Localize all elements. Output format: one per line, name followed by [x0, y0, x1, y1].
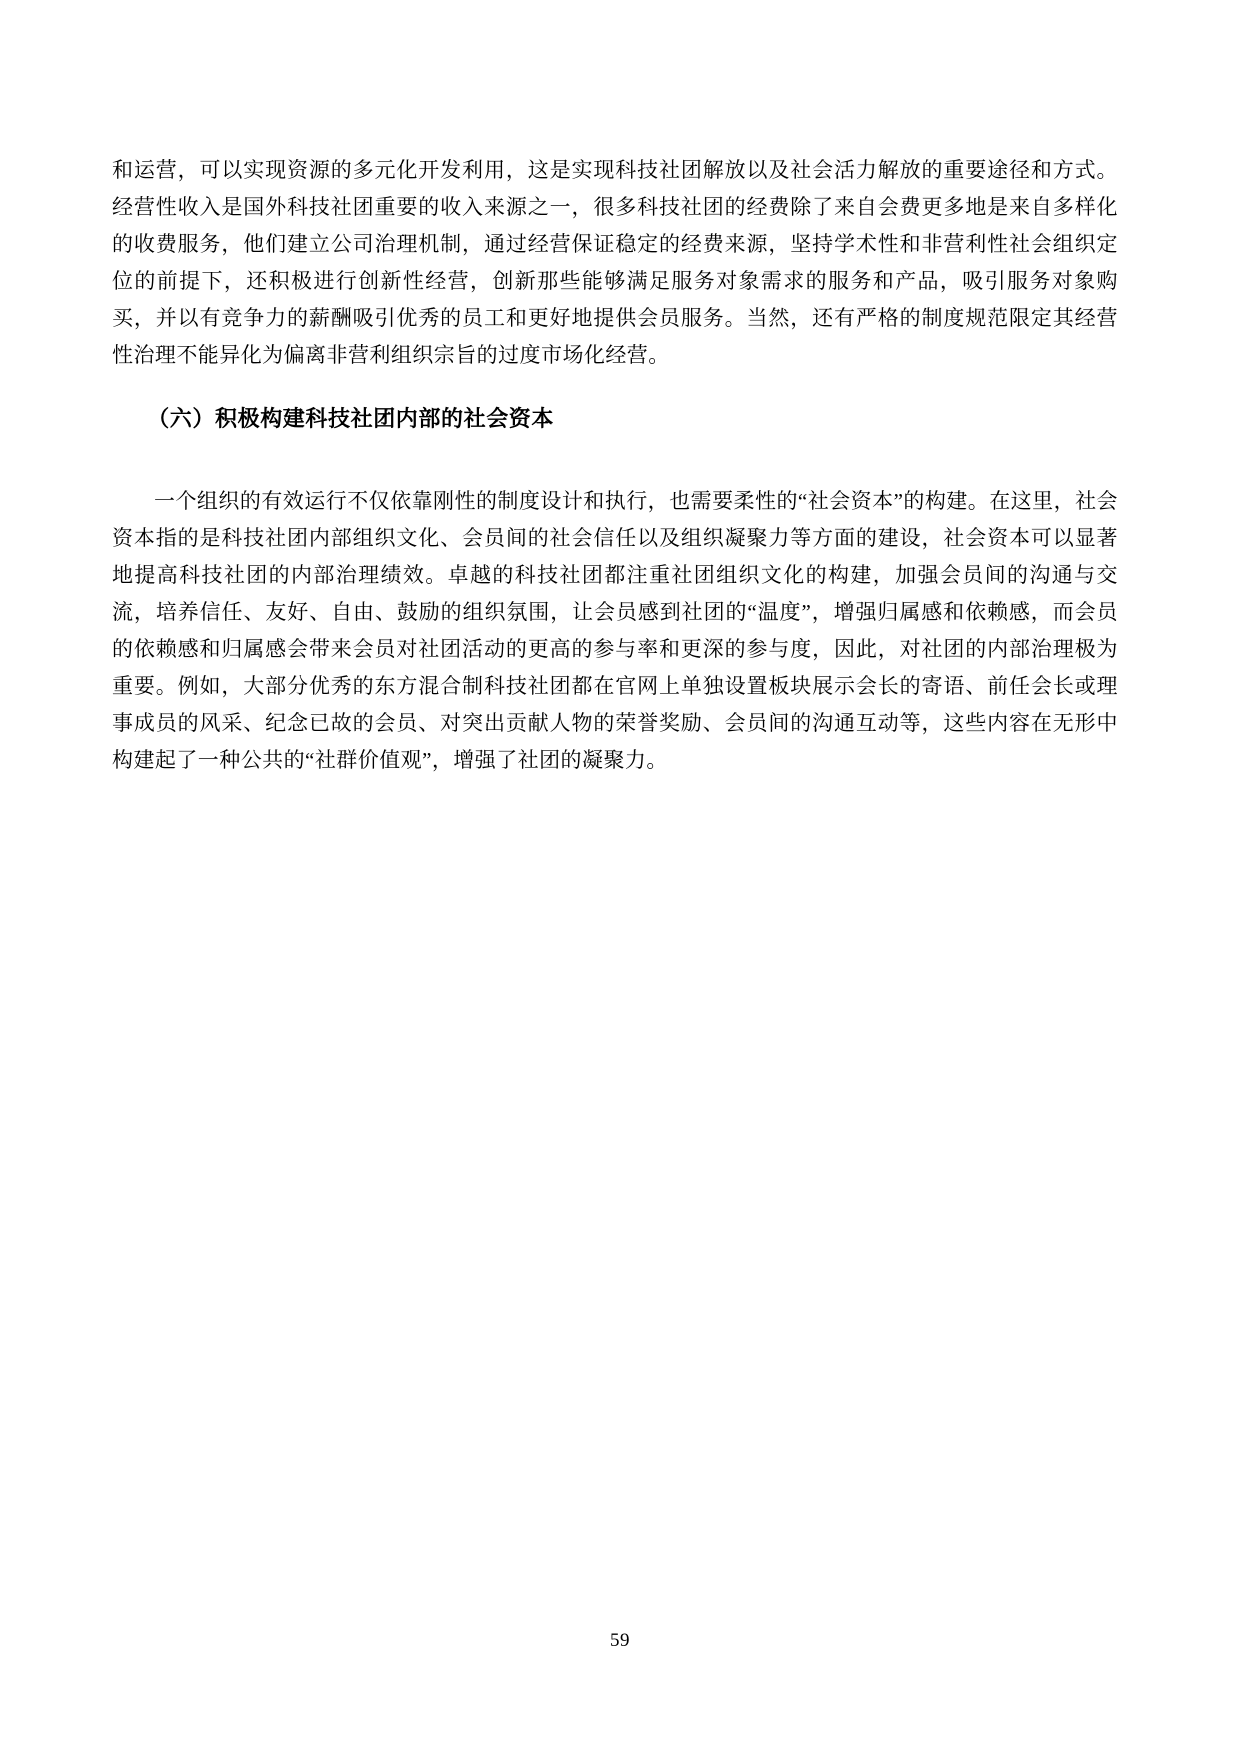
- page-content: [112, 152, 1118, 779]
- page-number: 59: [610, 1630, 630, 1651]
- body-paragraph-continuation: 和运营，可以实现资源的多元化开发利用，这是实现科技社团解放以及社会活力解放的重要途径和方式。经营性收入是国外科技社团重要的收入来源之一，很多科技社团的经费除了来自会费更多地是来自多样化的收费服务，他们建立公司治理机制，通过经营保证稳定的经费来源，坚持学术性和非营利性社会组织定位的前提下，还积极进行创新性经营，创新那些能够满足服务对象需求的服务和产品，吸引服务对象购买，并以有竞争力的薪酬吸引优秀的员工和更好地提供会员服务。当然，还有严格的制度规范限定其经营性治理不能异化为偏离非营利组织宗旨的过度市场化经营。: [112, 158, 1118, 367]
- section-heading: （六）积极构建科技社团内部的社会资本: [147, 406, 554, 431]
- body-paragraph: 一个组织的有效运行不仅依靠刚性的制度设计和执行，也需要柔性的“社会资本”的构建。在这里，社会资本指的是科技社团内部组织文化、会员间的社会信任以及组织凝聚力等方面的建设，社会资本可以显著地提高科技社团的内部治理绩效。卓越的科技社团都注重社团组织文化的构建，加强会员间的沟通与交流，培养信任、友好、自由、鼓励的组织氛围，让会员感到社团的“温度”，增强归属感和依赖感，而会员的依赖感和归属感会带来会员对社团活动的更高的参与率和更深的参与度，因此，对社团的内部治理极为重要。例如，大部分优秀的东方混合制科技社团都在官网上单独设置板块展示会长的寄语、前任会长或理事成员的风采、纪念已故的会员、对突出贡献人物的荣誉奖励、会员间的沟通互动等，这些内容在无形中构建起了一种公共的“社群价值观”，增强了社团的凝聚力。: [112, 489, 1118, 772]
